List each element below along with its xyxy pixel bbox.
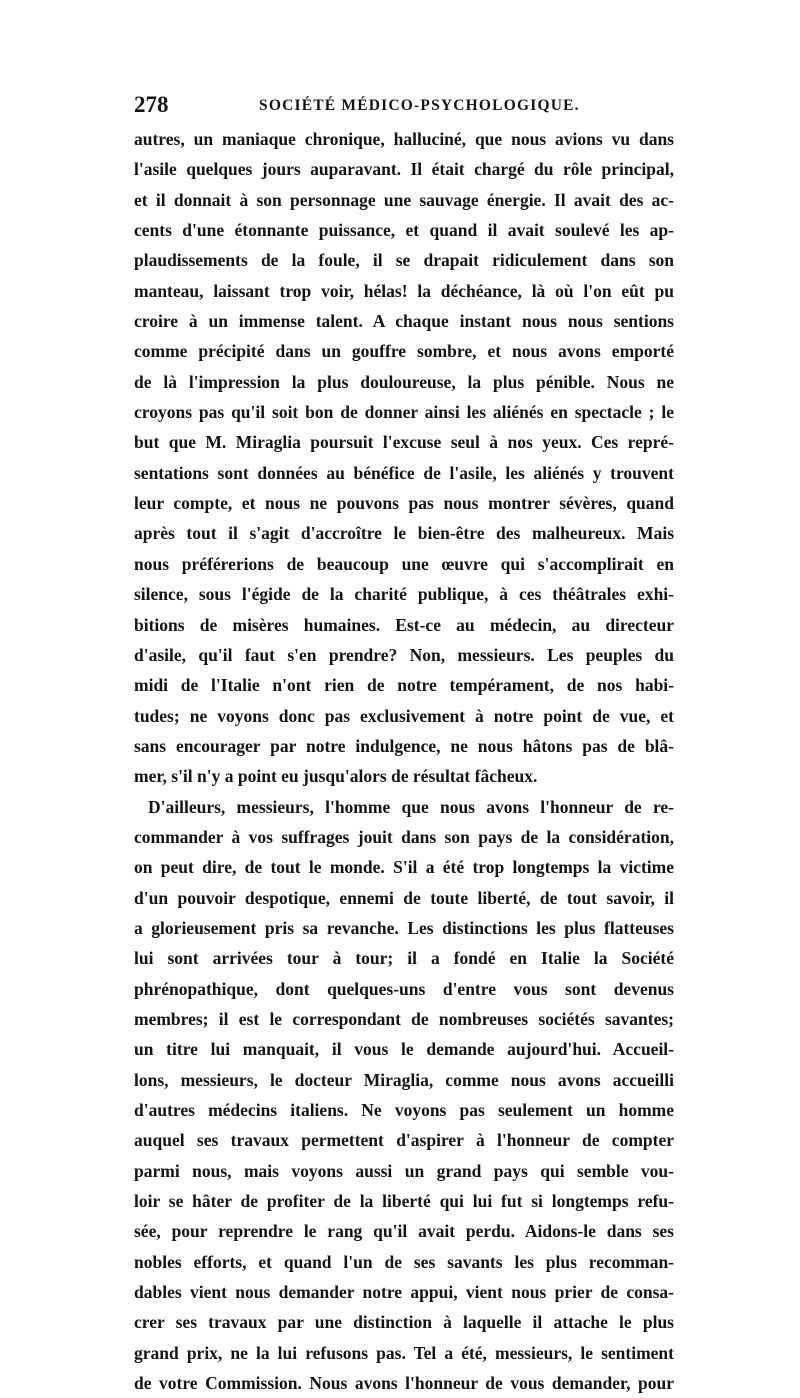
text-line: d'asile, qu'il faut s'en prendre? Non, messieurs. Les peuples du [134, 644, 674, 665]
text-line: croyons pas qu'il soit bon de donner ainsi les aliénés en spectacle ; le [134, 402, 674, 423]
text-line: nobles efforts, et quand l'un de ses savants les plus recomman- [134, 1251, 674, 1272]
text-line: but que M. Miraglia poursuit l'excuse seul à nos yeux. Ces repré- [134, 432, 674, 453]
text-line: plaudissements de la foule, il se drapait ridiculement dans son [134, 250, 674, 271]
text-line: d'autres médecins italiens. Ne voyons pas seulement un homme [134, 1100, 674, 1120]
text-line: crer ses travaux par une distinction à laquelle il attache le plus [134, 1312, 674, 1333]
text-line: loir se hâter de profiter de la liberté qui lui fut si longtemps refu- [134, 1191, 674, 1212]
text-line: manteau, laissant trop voir, hélas! la déchéance, là où l'on eût pu [134, 280, 674, 301]
body-text [134, 124, 674, 1398]
running-title: SOCIÉTÉ MÉDICO-PSYCHOLOGIQUE. [259, 97, 580, 114]
text-line: sée, pour reprendre le rang qu'il avait perdu. Aidons-le dans ses [134, 1221, 674, 1242]
text-line: lui sont arrivées tour à tour; il a fondé en Italie la Société [134, 948, 674, 969]
text-line: phrénopathique, dont quelques-uns d'entre vous sont devenus [134, 978, 674, 999]
text-line: nous préférerions de beaucoup une œuvre qui s'accomplirait en [134, 553, 674, 574]
text-line: de là l'impression la plus douloureuse, la plus pénible. Nous ne [134, 371, 674, 392]
text-line: commander à vos suffrages jouit dans son pays de la considération, [134, 826, 674, 847]
text-line: de votre Commission. Nous avons l'honneur de vous demander, pour [134, 1373, 674, 1394]
paragraph-end-line: mer, s'il n'y a point eu jusqu'alors de résultat fâcheux. [134, 766, 538, 787]
text-line: autres, un maniaque chronique, halluciné, que nous avions vu dans [134, 129, 674, 149]
text-line: sans encourager par notre indulgence, ne nous hâtons pas de blâ- [134, 735, 674, 756]
text-line: dables vient nous demander notre appui, vient nous prier de consa- [134, 1282, 674, 1303]
text-line: on peut dire, de tout le monde. S'il a été trop longtemps la victime [134, 857, 674, 878]
text-line: sentations sont données au bénéfice de l'asile, les aliénés y trouvent [134, 462, 674, 483]
text-line: après tout il s'agit d'accroître le bien-être des malheureux. Mais [134, 523, 674, 544]
text-line: un titre lui manquait, il vous le demande aujourd'hui. Accueil- [134, 1039, 674, 1060]
text-line: auquel ses travaux permettent d'aspirer à l'honneur de compter [134, 1130, 674, 1151]
text-line: silence, sous l'égide de la charité publique, à ces théâtrales exhi- [134, 584, 674, 605]
text-line: a glorieusement pris sa revanche. Les distinctions les plus flatteuses [134, 917, 674, 938]
text-line: parmi nous, mais voyons aussi un grand pays qui semble vou- [134, 1160, 674, 1181]
text-line: grand prix, ne la lui refusons pas. Tel a été, messieurs, le sentiment [134, 1342, 674, 1363]
text-line: d'un pouvoir despotique, ennemi de toute liberté, de tout savoir, il [134, 887, 674, 908]
text-line: cents d'une étonnante puissance, et quand il avait soulevé les ap- [134, 220, 674, 241]
text-line: l'asile quelques jours auparavant. Il était chargé du rôle principal, [134, 159, 674, 180]
text-line: tudes; ne voyons donc pas exclusivement à notre point de vue, et [134, 705, 674, 726]
text-line: lons, messieurs, le docteur Miraglia, comme nous avons accueilli [134, 1069, 674, 1090]
running-head [134, 90, 674, 120]
text-line: leur compte, et nous ne pouvons pas nous montrer sévères, quand [134, 493, 674, 514]
text-line: midi de l'Italie n'ont rien de notre tempérament, de nos habi- [134, 675, 674, 696]
text-line: et il donnait à son personnage une sauvage énergie. Il avait des ac- [134, 189, 674, 210]
text-line: comme précipité dans un gouffre sombre, et nous avons emporté [134, 341, 674, 362]
paragraph-start-line: D'ailleurs, messieurs, l'homme que nous avons l'honneur de re- [148, 796, 674, 817]
text-line: croire à un immense talent. A chaque instant nous nous sentions [134, 311, 674, 332]
text-line: membres; il est le correspondant de nombreuses sociétés savantes; [134, 1008, 674, 1029]
page-number: 278 [134, 92, 169, 117]
text-line: bitions de misères humaines. Est-ce au médecin, au directeur [134, 614, 674, 635]
